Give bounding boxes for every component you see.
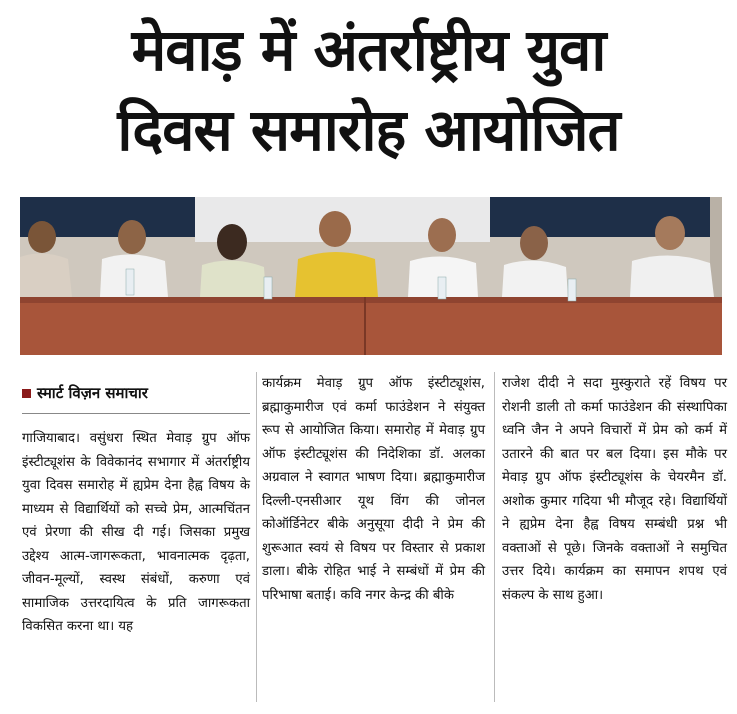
byline-rule	[22, 413, 250, 414]
group-photo-image	[20, 197, 722, 355]
group-photo	[20, 197, 722, 355]
article-column-2	[262, 372, 485, 607]
column-divider	[256, 372, 257, 702]
column-3-text: राजेश दीदी ने सदा मुस्कुराते रहें विषय पर रोशनी डाली तो कर्मा फाउंडेशन की संस्थापिका ध्वनि जैन ने अपने विचारों में प्रेम को कर्म में उतारने की बात पर बल दिया। इस मौके पर मेवाड़ ग्रुप ऑफ इंस्टीट्यूशंस के चेयरमैन डॉ. अशोक कुमार गदिया भी मौजूद रहे। विद्यार्थियों ने ह्यप्रेम देना हैह्व विषय सम्बंधी प्रश्न भी वक्ताओं से पूछे। जिनके वक्ताओं ने समुचित उत्तर दिये। कार्यक्रम का समापन शपथ एवं संकल्प के साथ हुआ।	[502, 376, 727, 603]
byline-text: स्मार्ट विज़न समाचार	[37, 384, 148, 402]
article-column-1	[22, 427, 250, 639]
column-2-text: कार्यक्रम मेवाड़ ग्रुप ऑफ इंस्टीट्यूशंस, ब्रह्माकुमारीज एवं कर्मा फाउंडेशन ने संयुक्त रूप से आयोजित किया। समारोह में मेवाड़ ग्रुप ऑफ इंस्टीट्यूशंस की निदेशिका डॉ. अलका अग्रवाल ने स्वागत भाषण दिया। ब्रह्माकुमारीज दिल्ली-एनसीआर यूथ विंग की जोनल कोऑर्डिनेटर बीके अनुसूया दीदी ने प्रेम की शुरूआत स्वयं से विषय पर विस्तार से प्रकाश डाला। बीके रोहित भाई ने सम्बंधों में प्रेम की परिभाषा बताई। कवि नगर केन्द्र की बीके	[262, 376, 485, 603]
byline	[22, 383, 148, 403]
headline-line-2: दिवस समारोह आयोजित	[117, 96, 620, 164]
article-column-3	[502, 372, 727, 607]
byline-square-icon	[22, 389, 31, 398]
headline-line-1: मेवाड़ में अंतर्राष्ट्रीय युवा	[131, 16, 606, 84]
headline	[0, 10, 737, 170]
column-1-text: गाजियाबाद। वसुंधरा स्थित मेवाड़ ग्रुप ऑफ इंस्टीट्यूशंस के विवेकानंद सभागार में अंतर्राष्ट्रीय युवा दिवस समारोह में ह्यप्रेम देना हैह्व विषय के माध्यम से विद्यार्थियों को सच्चे प्रेम, आत्मचिंतन एवं प्रेरणा की सीख दी गई। जिसका प्रमुख उद्देश्य आत्म-जागरूकता, भावनात्मक दृढ़ता, जीवन-मूल्यों, स्वस्थ संबंधों, करुणा एवं सामाजिक उत्तरदायित्व के प्रति जागरूकता विकसित करना था। यह	[22, 431, 250, 634]
column-divider	[494, 372, 495, 702]
